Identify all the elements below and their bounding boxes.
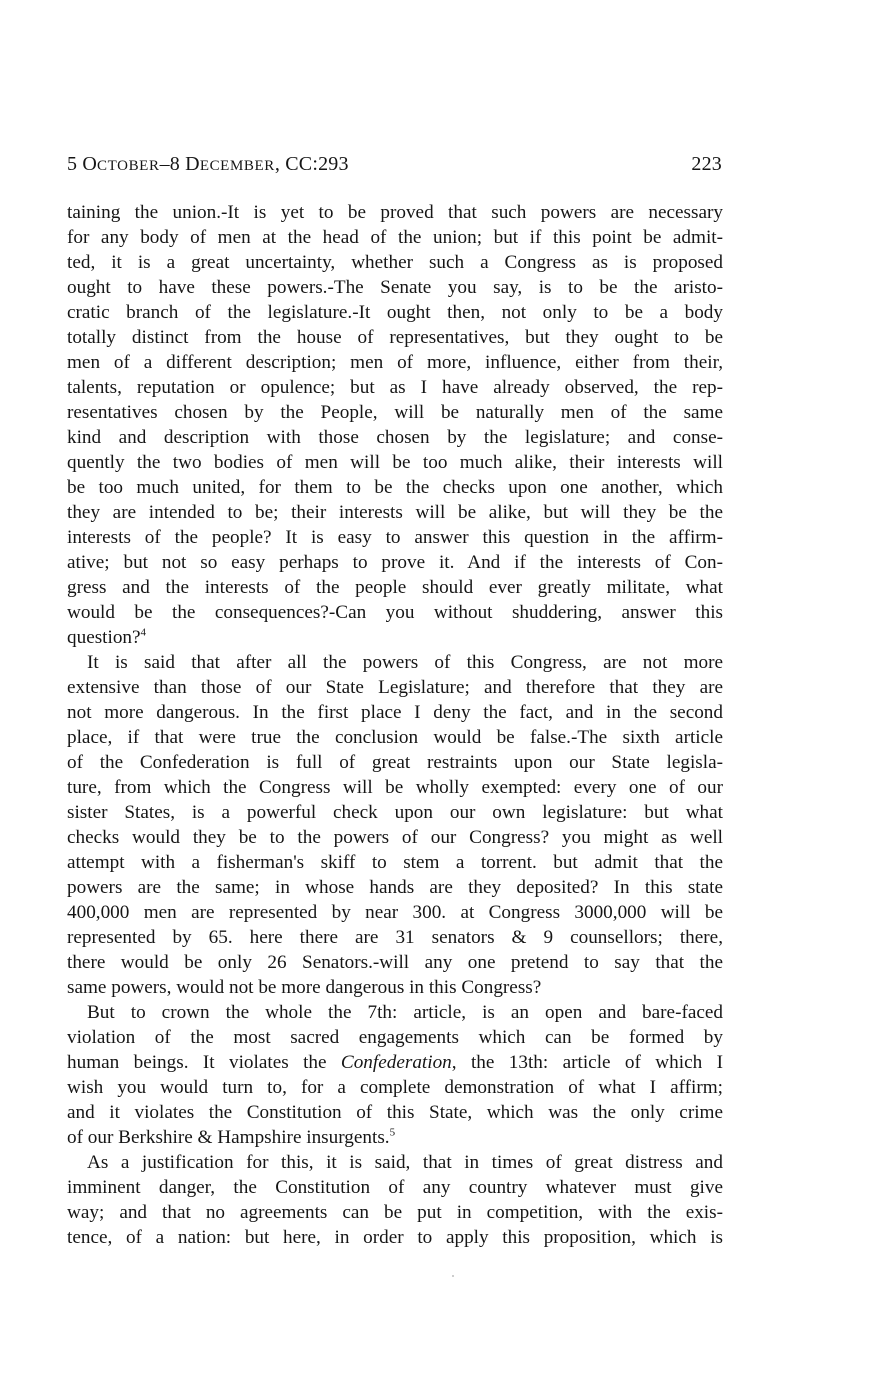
text-line: extensive than those of our State Legislature; and therefore that they are bbox=[67, 677, 723, 698]
italic-term: Confederation bbox=[340, 1052, 452, 1073]
text-line: there would be only 26 Senators.-will any one pretend to say that the bbox=[67, 952, 723, 973]
text-line: ative; but not so easy perhaps to prove it. And if the interests of Con- bbox=[67, 552, 723, 573]
text-line: be too much united, for them to be the checks upon one another, which bbox=[67, 477, 723, 498]
text-line: same powers, would not be more dangerous in this Congress? bbox=[67, 977, 542, 998]
text-line: attempt with a fisherman's skiff to stem a torrent. but admit that the bbox=[67, 852, 723, 873]
text-line: of the Confederation is full of great restraints upon our State legisla- bbox=[67, 752, 723, 773]
text-line: ted, it is a great uncertainty, whether such a Congress as is proposed bbox=[67, 252, 723, 273]
body-text bbox=[67, 200, 723, 1250]
page-number: 223 bbox=[691, 153, 722, 175]
text-line: they are intended to be; their interests will be alike, but will they be the bbox=[67, 502, 723, 523]
text-line: interests of the people? It is easy to answer this question in the affirm- bbox=[67, 527, 723, 548]
footnote-ref[interactable]: 4 bbox=[140, 626, 147, 639]
text-line: taining the union.-It is yet to be proved that such powers are necessary bbox=[67, 202, 723, 223]
paragraph-first-line: It is said that after all the powers of this Congress, are not more bbox=[87, 652, 723, 673]
text-line: not more dangerous. In the first place I deny the fact, and in the second bbox=[67, 702, 723, 723]
text-line: human beings. It violates the Confederation, the 13th: article of which I bbox=[67, 1052, 723, 1073]
paragraph-first-line: But to crown the whole the 7th: article, is an open and bare-faced bbox=[87, 1002, 723, 1023]
footnote-ref[interactable]: 5 bbox=[389, 1126, 396, 1139]
text-line: cratic branch of the legislature.-It ought then, not only to be a body bbox=[67, 302, 723, 323]
running-head bbox=[67, 150, 722, 178]
paragraph-first-line: As a justification for this, it is said, that in times of great distress and bbox=[87, 1152, 723, 1173]
text-line: represented by 65. here there are 31 senators & 9 counsellors; there, bbox=[67, 927, 723, 948]
text-line: tence, of a nation: but here, in order to apply this proposition, which is bbox=[67, 1227, 723, 1248]
text-line: men of a different description; men of more, influence, either from their, bbox=[67, 352, 723, 373]
text-line: ture, from which the Congress will be wholly exempted: every one of our bbox=[67, 777, 723, 798]
text-line: for any body of men at the head of the union; but if this point be admit- bbox=[67, 227, 723, 248]
text-line: powers are the same; in whose hands are they deposited? In this state bbox=[67, 877, 723, 898]
text-line: violation of the most sacred engagements which can be formed by bbox=[67, 1027, 723, 1048]
text-line: resentatives chosen by the People, will be naturally men of the same bbox=[67, 402, 723, 423]
text-line: way; and that no agreements can be put in competition, with the exis- bbox=[67, 1202, 723, 1223]
text-line: and it violates the Constitution of this State, which was the only crime bbox=[67, 1102, 723, 1123]
text-line: quently the two bodies of men will be too much alike, their interests will bbox=[67, 452, 723, 473]
text-line: talents, reputation or opulence; but as I have already observed, the rep- bbox=[67, 377, 723, 398]
text-line: ought to have these powers.-The Senate you say, is to be the aristo- bbox=[67, 277, 723, 298]
running-head-title: 5 OCTOBER–8 DECEMBER, CC:293 bbox=[67, 153, 349, 175]
text-line: gress and the interests of the people should ever greatly militate, what bbox=[67, 577, 723, 598]
scan-speck bbox=[452, 1275, 454, 1277]
text-line: checks would they be to the powers of our Congress? you might as well bbox=[67, 827, 723, 848]
text-line: sister States, is a powerful check upon our own legislature: but what bbox=[67, 802, 723, 823]
text-line: kind and description with those chosen by the legislature; and conse- bbox=[67, 427, 723, 448]
text-line: imminent danger, the Constitution of any country whatever must give bbox=[67, 1177, 723, 1198]
text-line: totally distinct from the house of representatives, but they ought to be bbox=[67, 327, 723, 348]
text-line: 400,000 men are represented by near 300. at Congress 3000,000 will be bbox=[67, 902, 723, 923]
text-line: wish you would turn to, for a complete demonstration of what I affirm; bbox=[67, 1077, 723, 1098]
text-line: of our Berkshire & Hampshire insurgents.$^5$ bbox=[67, 1126, 396, 1148]
text-line: question?$^4$ bbox=[67, 626, 147, 648]
text-line: place, if that were true the conclusion would be false.-The sixth article bbox=[67, 727, 723, 748]
text-line: would be the consequences?-Can you without shuddering, answer this bbox=[67, 602, 723, 623]
